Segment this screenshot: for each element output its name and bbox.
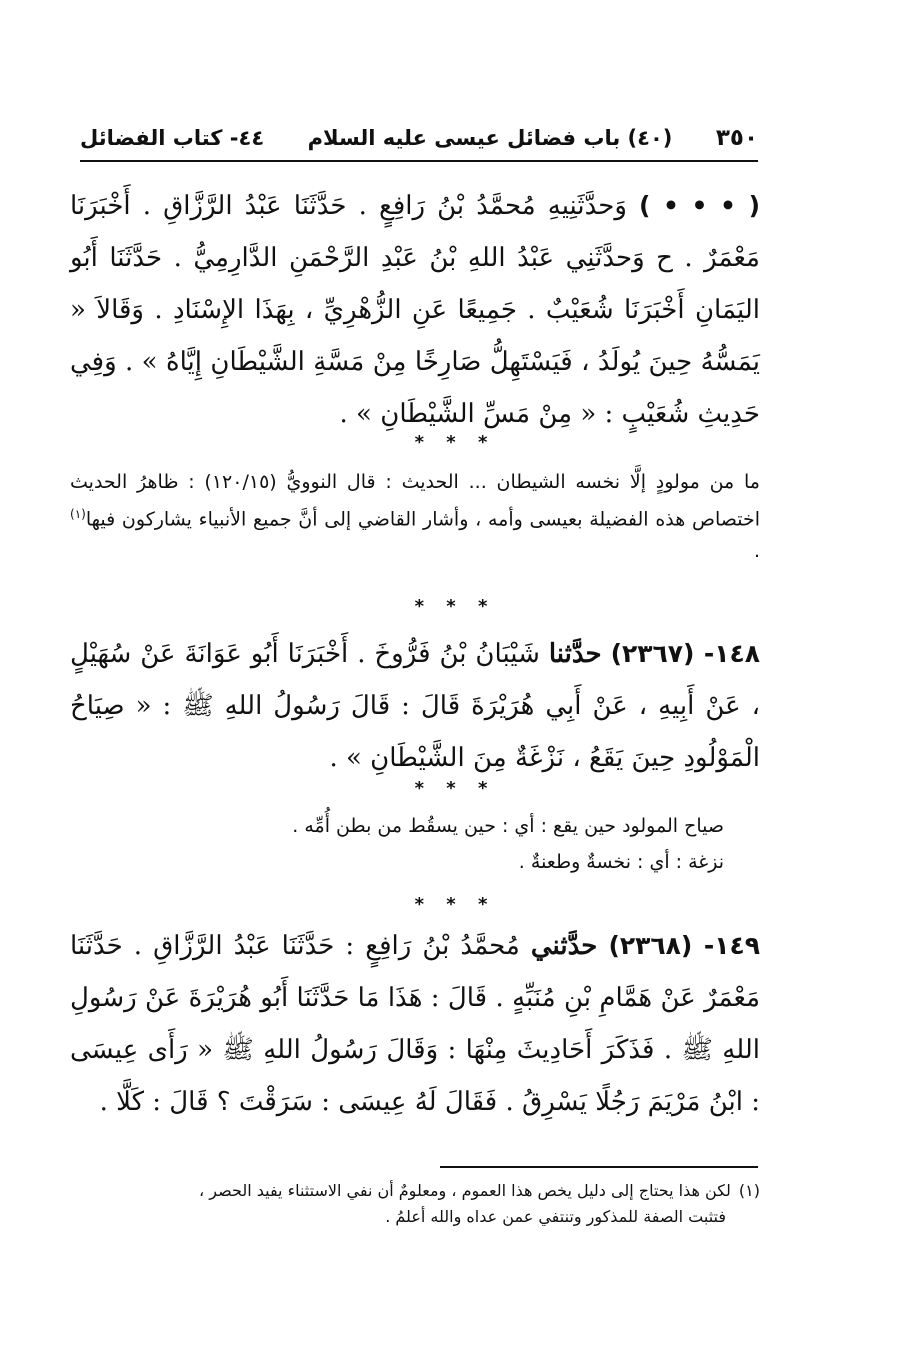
hadith-text: مُحمَّدُ بْنُ رَافِعٍ : حَدَّثَنَا عَبْدُ الرَّزَّاقِ . حَدَّثَنَا مَعْمَرٌ عَنْ هَمَّامِ بْنِ مُنَبِّهٍ . قَالَ : هَذَا مَا حَدَّثَنَا أَبُو هُرَيْرَةَ عَنْ رَسُولِ اللهِ ﷺ . فَذَكَرَ أَحَادِيثَ مِنْهَا : وَقَالَ رَسُولُ اللهِ ﷺ « رَأَى عِيسَى : ابْنُ مَرْيَمَ رَجُلًا يَسْرِقُ . فَقَالَ لَهُ عِيسَى : سَرَقْتَ ؟ قَالَ : كَلَّا . <box>70 931 760 1117</box>
hadith-text: وَحدَّثَنِيهِ مُحمَّدُ بْنُ رَافِعٍ . حَدَّثَنَا عَبْدُ الرَّزَّاقِ . أَخْبَرَنَا مَعْمَرٌ . ح وَحدَّثَنِي عَبْدُ اللهِ بْنُ عَبْدِ الرَّحْمَنِ الدَّارِمِيُّ . حَدَّثَنَا أَبُو اليَمَانِ أَخْبَرَنَا شُعَيْبٌ . جَمِيعًا عَنِ الزُّهْرِيِّ ، بِهَذَا الإِسْنَادِ . وَقَالاَ « يَمَسُّهُ حِينَ يُولَدُ ، فَيَسْتَهِلُّ صَارِخًا مِنْ مَسَّةِ الشَّيْطَانِ إِيَّاهُ » . وَفِي حَدِيثِ شُعَيْبٍ : « مِنْ مَسِّ الشَّيْطَانِ » . <box>70 191 760 429</box>
commentary <box>70 466 760 567</box>
running-header <box>80 118 758 158</box>
page-number: ٣٥٠ <box>715 125 758 151</box>
chapter-title: (٤٠) باب فضائل عيسى عليه السلام <box>307 126 673 150</box>
commentary-text: ما من مولودٍ إلَّا نخسه الشيطان ... الحديث : قال النوويُّ (١٢٠/١٥) : ظاهرُ الحديث اختصاص هذه الفضيلة بعيسى وأمه ، وأشار القاضي إلى أنَّ جميع الأنبياء يشاركون فيها <box>70 471 760 531</box>
hadith-149 <box>70 920 760 1128</box>
hadith-number: ( • • • ) <box>639 191 761 220</box>
book-title: ٤٤- كتاب الفضائل <box>80 126 265 150</box>
hadith-148 <box>70 628 760 784</box>
hadith-number: ١٤٩- (٢٣٦٨) <box>608 931 760 960</box>
gloss-1: صياح المولود حين يقع : أي : حين يسقُط من بطن أُمِّه . <box>292 815 724 837</box>
footnote-reference: (١) <box>70 507 86 521</box>
hadith-000 <box>70 180 760 440</box>
header-rule <box>80 160 758 162</box>
hadith-lead: حدَّثني <box>530 931 598 961</box>
separator: * * * <box>414 432 496 453</box>
hadith-number: ١٤٨- (٢٣٦٧) <box>610 639 761 668</box>
footnote <box>70 1178 760 1230</box>
commentary-end: . <box>753 540 760 563</box>
hadith-text: شَيْبَانُ بْنُ فَرُّوخَ . أَخْبَرَنَا أَبُو عَوَانَةَ عَنْ سُهَيْلٍ ، عَنْ أَبِيهِ ، عَنْ أَبِي هُرَيْرَةَ قَالَ : قَالَ رَسُولُ اللهِ ﷺ : « صِيَاحُ الْمَوْلُودِ حِينَ يَقَعُ ، نَزْغَةٌ مِنَ الشَّيْطَانِ » . <box>70 639 760 773</box>
gloss-2: نزغة : أي : نخسةٌ وطعنةٌ . <box>518 851 724 873</box>
footnote-marker: (١) <box>738 1181 760 1200</box>
separator: * * * <box>414 778 496 799</box>
footnote-rule <box>440 1166 758 1168</box>
footnote-line-1: لكن هذا يحتاج إلى دليل يخص هذا العموم ، ومعلومٌ أن نفي الاستثناء يفيد الحصر ، <box>199 1181 731 1200</box>
hadith-lead: حدَّثنا <box>548 639 602 669</box>
separator: * * * <box>414 596 496 617</box>
separator: * * * <box>414 894 496 915</box>
footnote-line-2: فتثبت الصفة للمذكور وتنتفي عمن عداه والله أعلمُ . <box>385 1207 726 1226</box>
